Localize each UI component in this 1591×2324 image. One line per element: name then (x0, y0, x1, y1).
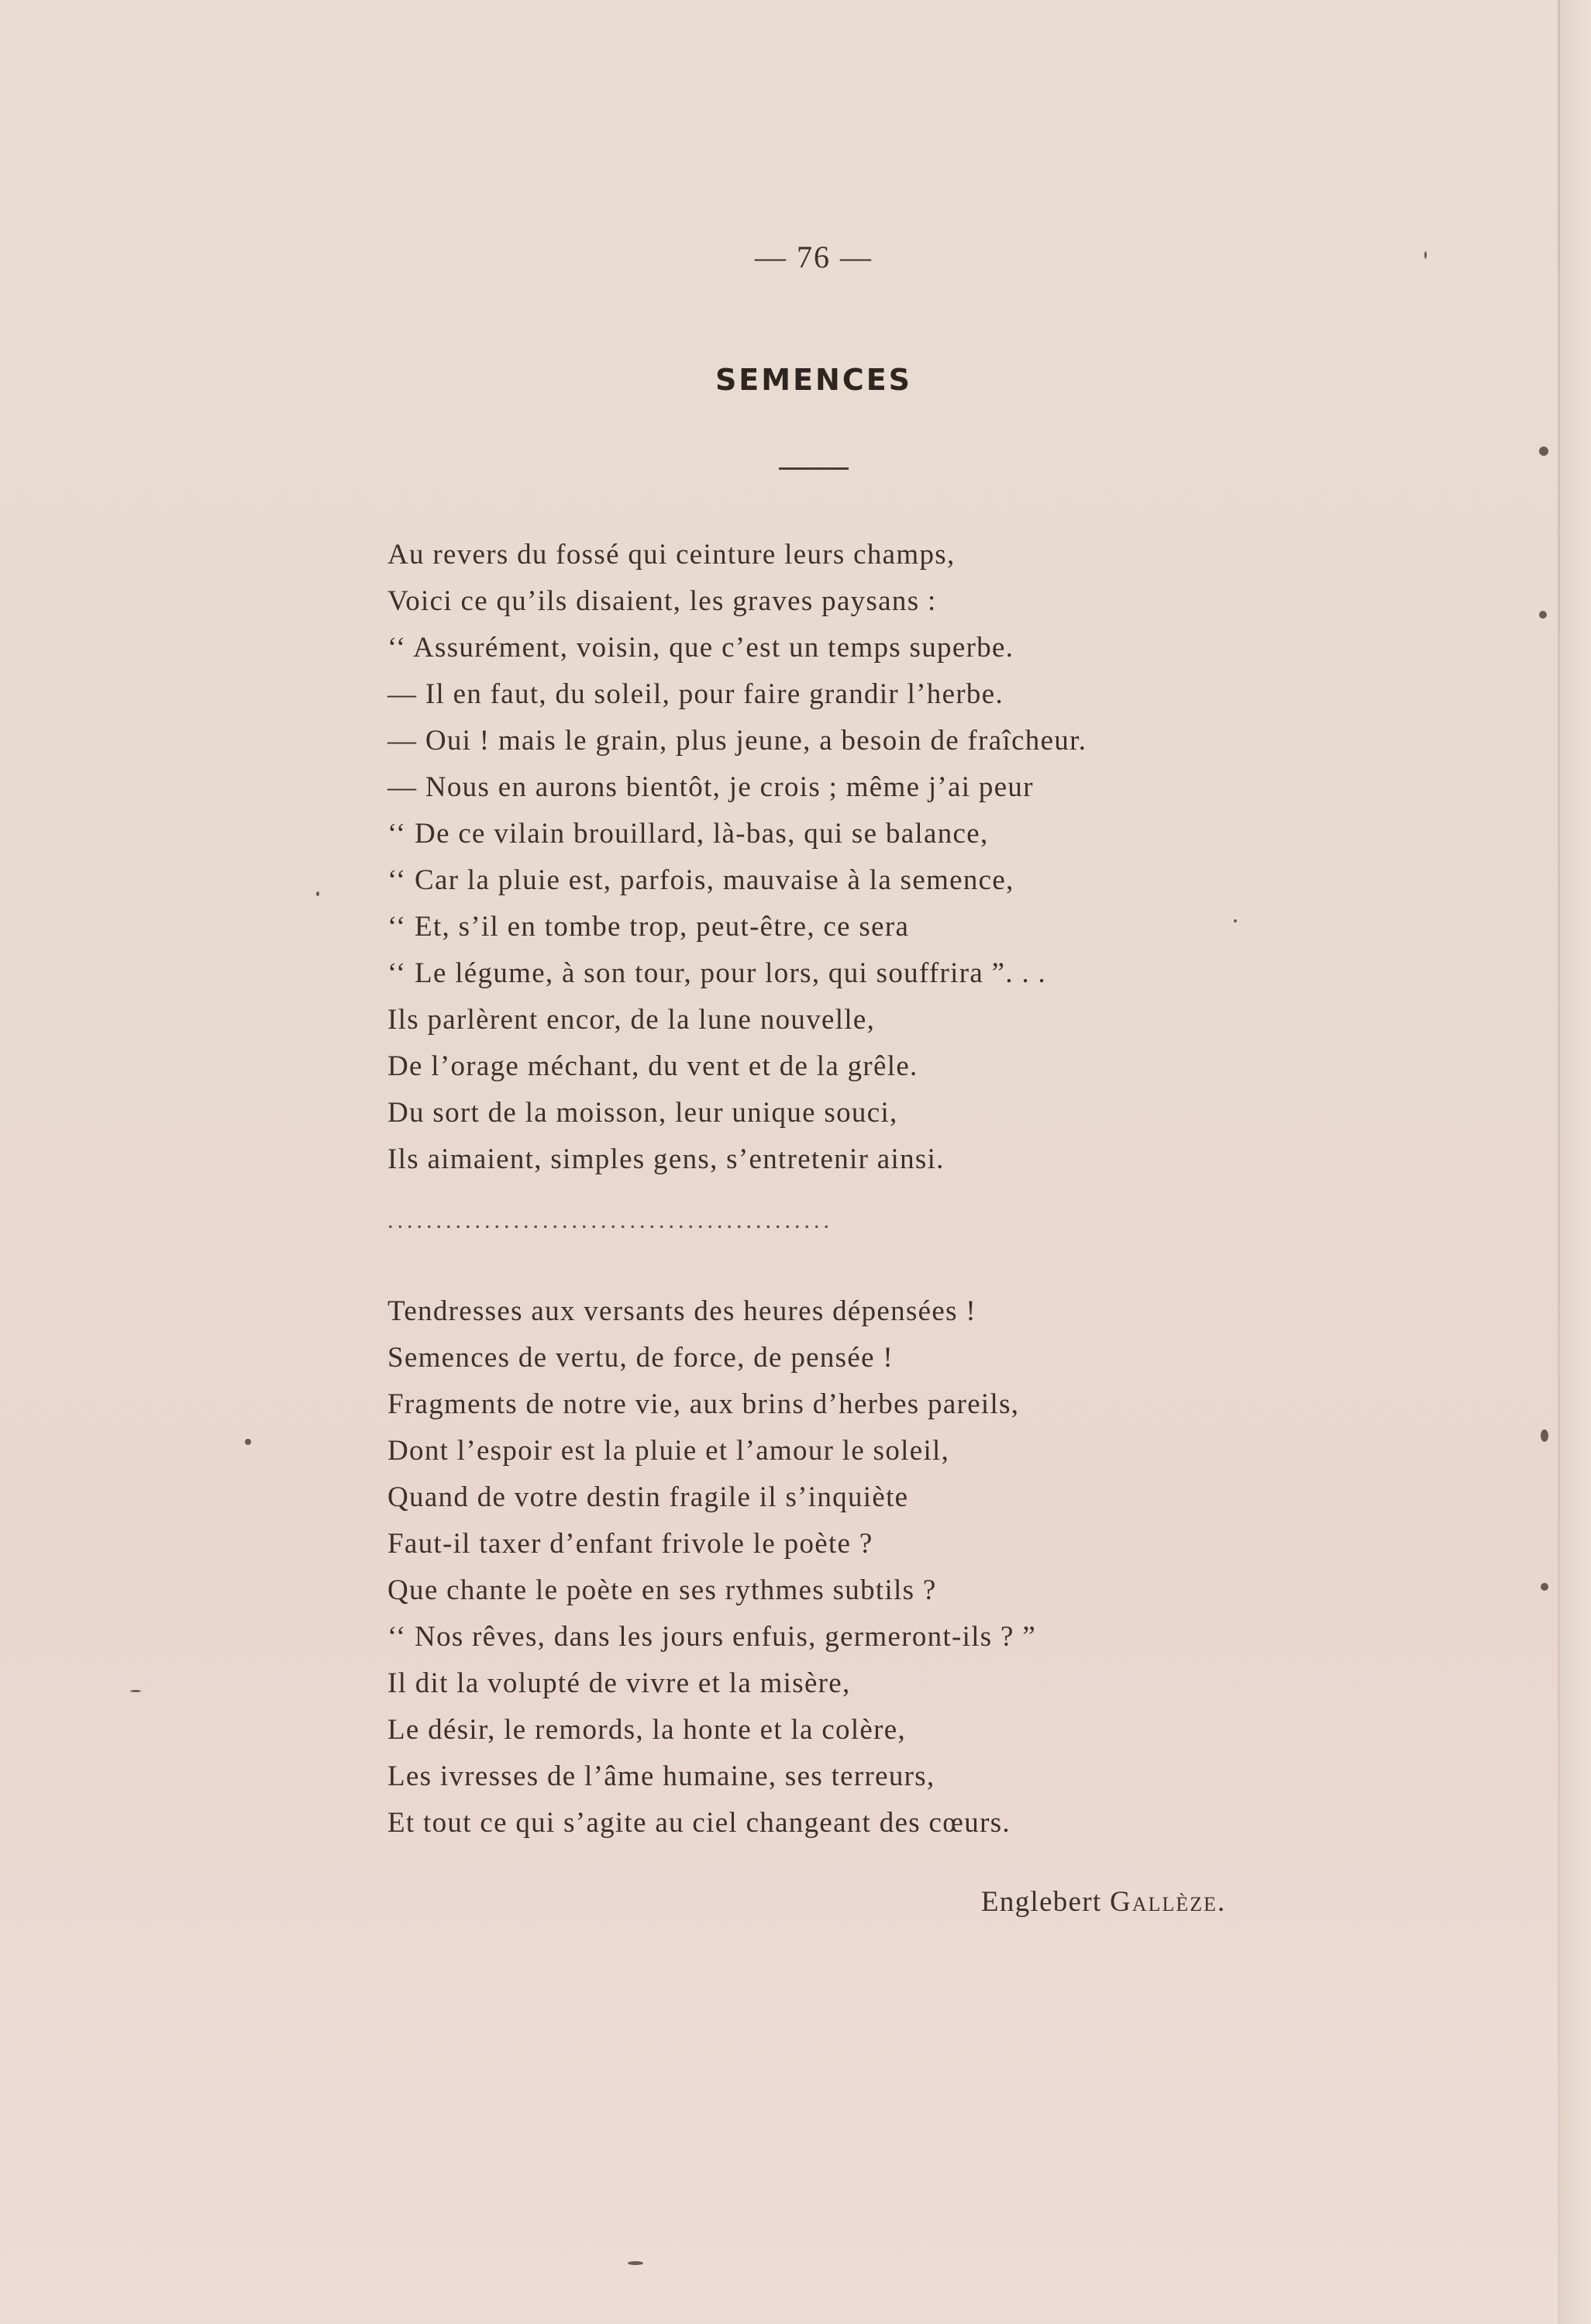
poem-line: Quand de votre destin fragile il s’inquiète (387, 1481, 909, 1513)
paper-speck (1539, 611, 1547, 619)
paper-speck (245, 1439, 251, 1445)
poem-line: Fragments de notre vie, aux brins d’herbes pareils, (387, 1388, 1020, 1420)
paper-speck (316, 891, 319, 896)
poem-line: Que chante le poète en ses rythmes subtils ? (387, 1574, 937, 1606)
poem-line: — Il en faut, du soleil, pour faire grandir l’herbe. (387, 678, 1004, 710)
poem-line: Faut-il taxer d’enfant frivole le poète ? (387, 1528, 873, 1560)
poem-line: De l’orage méchant, du vent et de la grêle. (387, 1050, 918, 1082)
page-fold-line (1558, 0, 1560, 2324)
paper-speck (1424, 251, 1427, 259)
poem-line: Les ivresses de l’âme humaine, ses terreurs, (387, 1760, 935, 1792)
paper-speck (130, 1690, 141, 1692)
page-number: — 76 — (755, 240, 873, 274)
paper-speck (1541, 1429, 1548, 1442)
poem-line: ‘‘ Et, s’il en tombe trop, peut-être, ce sera (387, 911, 910, 943)
poem-line: Ils parlèrent encor, de la lune nouvelle, (387, 1004, 876, 1036)
author-signature (981, 1885, 1226, 1919)
poem-line: ‘‘ Le légume, à son tour, pour lors, qui souffrira ”. . . (387, 957, 1047, 989)
poem-line: Ils aimaient, simples gens, s’entretenir ainsi. (387, 1143, 945, 1175)
title-rule (779, 467, 849, 470)
paper-speck (1234, 919, 1237, 922)
paper-speck (628, 2261, 643, 2265)
poem-line: Tendresses aux versants des heures dépensées ! (387, 1295, 976, 1327)
poem-line: ‘‘ Nos rêves, dans les jours enfuis, germeront-ils ? ” (387, 1621, 1037, 1653)
poem-line: Il dit la volupté de vivre et la misère, (387, 1667, 851, 1699)
poem-line: Dont l’espoir est la pluie et l’amour le soleil, (387, 1435, 950, 1467)
poem-title: SEMENCES (715, 363, 913, 397)
poem-line: Du sort de la moisson, leur unique souci, (387, 1097, 898, 1129)
stanza-separator: .............................................. (387, 1208, 833, 1233)
paper-speck (1541, 1583, 1548, 1591)
author-last-name: Gallèze. (1110, 1886, 1227, 1918)
stanza-1 (387, 532, 1317, 1183)
stanza-2 (387, 1288, 1317, 1846)
poem-line: ‘‘ Car la pluie est, parfois, mauvaise à la semence, (387, 864, 1014, 896)
poem-line: ‘‘ De ce vilain brouillard, là-bas, qui se balance, (387, 818, 989, 850)
poem-line: — Nous en aurons bientôt, je crois ; même j’ai peur (387, 771, 1034, 803)
paper-speck (1539, 447, 1548, 456)
poem-line: Le désir, le remords, la honte et la colère, (387, 1714, 907, 1746)
poem-line: Au revers du fossé qui ceinture leurs champs, (387, 539, 956, 571)
page-edge (1560, 0, 1591, 2324)
poem-line: ‘‘ Assurément, voisin, que c’est un temps superbe. (387, 632, 1014, 664)
poem-line: Voici ce qu’ils disaient, les graves paysans : (387, 585, 937, 617)
poem-line: — Oui ! mais le grain, plus jeune, a besoin de fraîcheur. (387, 725, 1087, 757)
poem-line: Semences de vertu, de force, de pensée ! (387, 1342, 894, 1374)
poem-line: Et tout ce qui s’agite au ciel changeant des cœurs. (387, 1807, 1011, 1839)
author-first-name: Englebert (981, 1886, 1102, 1918)
